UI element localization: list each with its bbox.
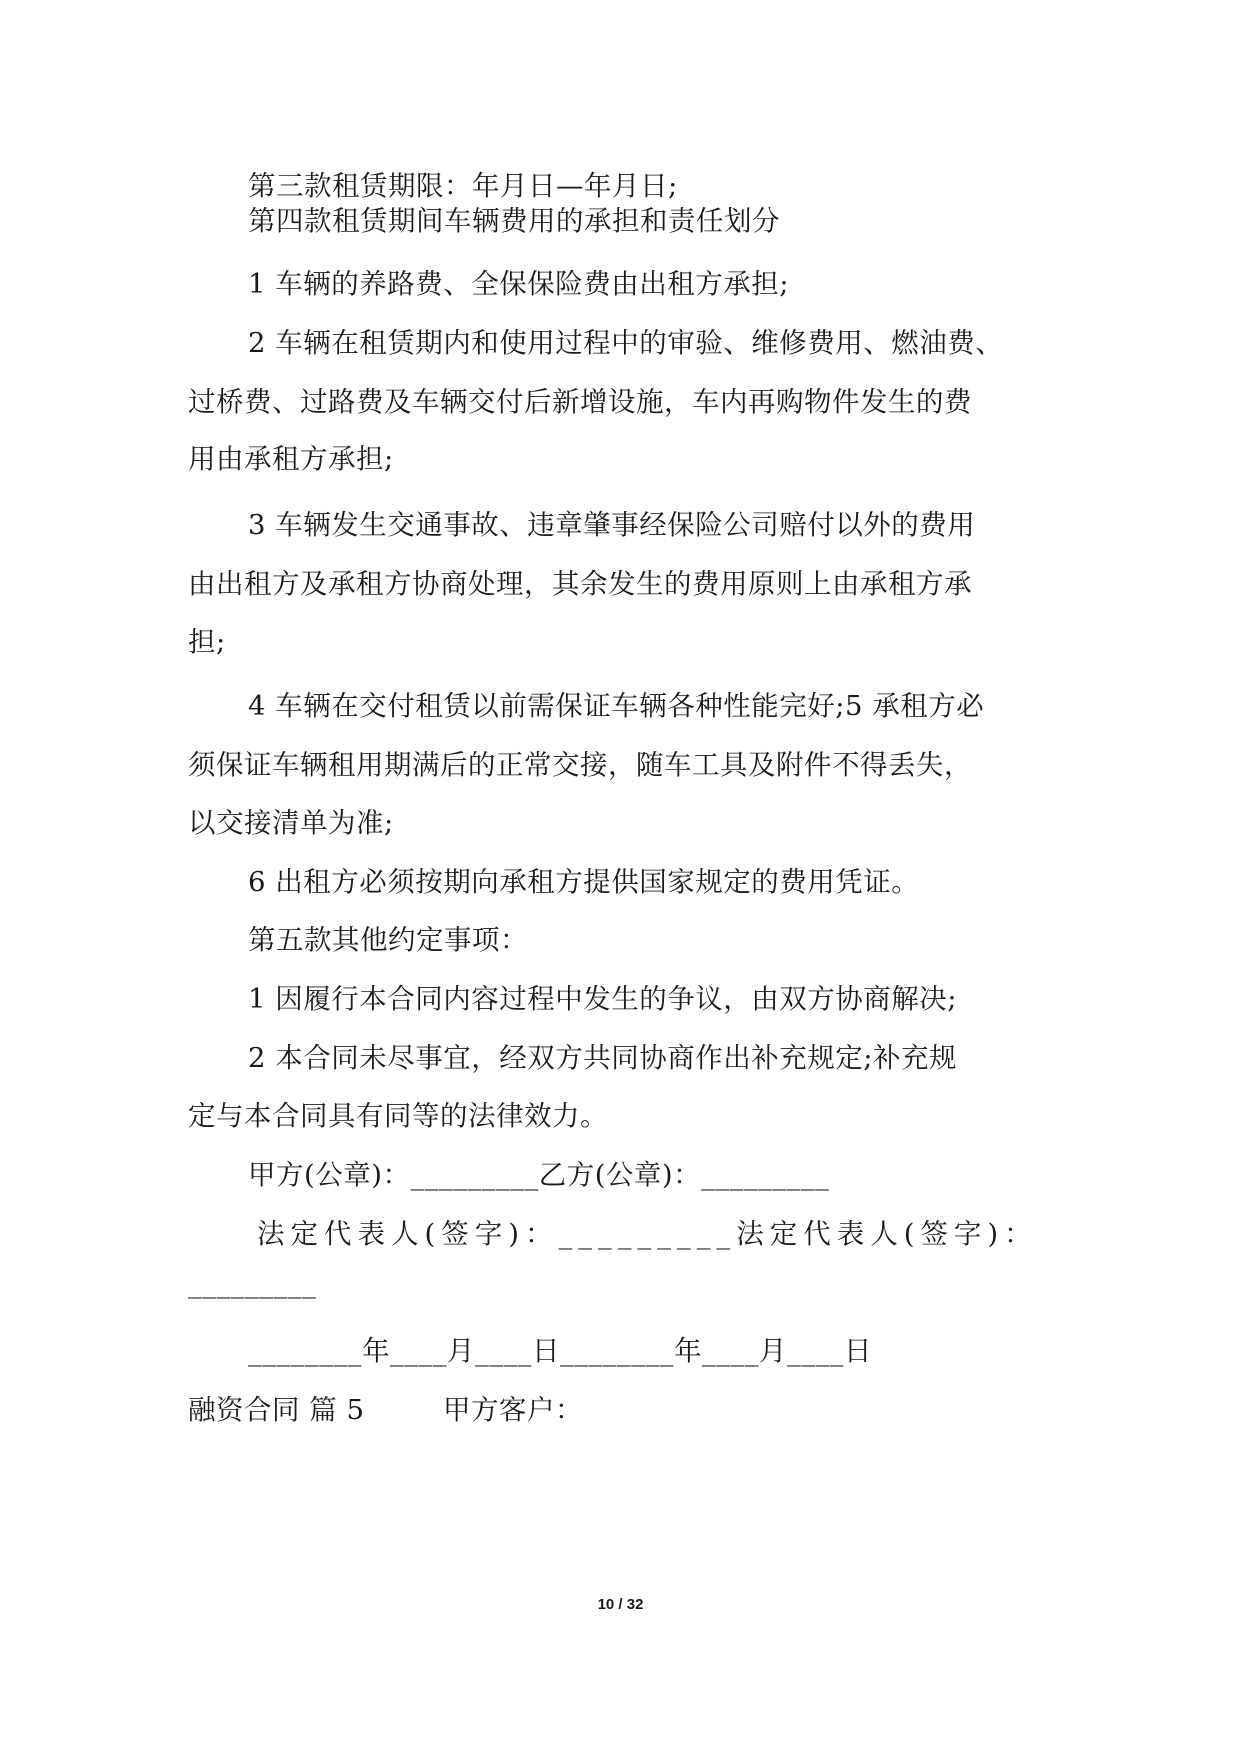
clause-4-item-2-line-3: 用由承租方承担; <box>188 443 394 475</box>
clause-4-item-3-line-3: 担; <box>188 626 226 658</box>
contract-title: 融资合同 <box>188 1394 300 1426</box>
clause-4-item-1: 1 车辆的养路费、全保保险费由出租方承担; <box>248 268 790 300</box>
clause-4-item-4-line-1: 4 车辆在交付租赁以前需保证车辆各种性能完好;5 承租方必 <box>248 690 985 722</box>
page-number: 10 / 32 <box>597 1596 644 1613</box>
signature-representative-blank: _________ <box>188 1267 317 1299</box>
signature-representatives: 法定代表人(签字)：_________法定代表人(签字)： <box>257 1218 1038 1250</box>
clause-5-item-2-line-1: 2 本合同未尽事宜，经双方共同协商作出补充规定;补充规 <box>248 1042 958 1074</box>
signature-party-seals: 甲方(公章)：_________乙方(公章)：_________ <box>248 1159 830 1191</box>
clause-5-heading: 第五款其他约定事项： <box>248 924 528 956</box>
clause-4-item-2-line-1: 2 车辆在租赁期内和使用过程中的审验、维修费用、燃油费、 <box>248 327 1004 359</box>
clause-5-item-1: 1 因履行本合同内容过程中发生的争议，由双方协商解决; <box>248 983 958 1015</box>
clause-4-item-6: 6 出租方必须按期向承租方提供国家规定的费用凭证。 <box>248 866 920 898</box>
clause-4-item-3-line-2: 由出租方及承租方协商处理，其余发生的费用原则上由承租方承 <box>188 568 972 600</box>
next-contract-heading <box>188 1392 583 1428</box>
clause-4-item-3-line-1: 3 车辆发生交通事故、违章肇事经保险公司赔付以外的费用 <box>248 509 976 541</box>
clause-4-item-5-line-3: 以交接清单为准; <box>188 807 394 839</box>
signature-dates: ________年____月____日________年____月____日 <box>248 1335 872 1367</box>
party-a-label: 甲方客户： <box>443 1394 583 1426</box>
clause-3-term: 第三款租赁期限：年月日—年月日; <box>248 170 678 202</box>
clause-4-item-2-line-2: 过桥费、过路费及车辆交付后新增设施，车内再购物件发生的费 <box>188 386 972 418</box>
clause-4-heading: 第四款租赁期间车辆费用的承担和责任划分 <box>248 205 780 237</box>
clause-4-item-5-line-2: 须保证车辆租用期满后的正常交接，随车工具及附件不得丢失， <box>188 749 972 781</box>
clause-5-item-2-line-2: 定与本合同具有同等的法律效力。 <box>188 1100 608 1132</box>
contract-section: 篇 5 <box>309 1394 365 1426</box>
